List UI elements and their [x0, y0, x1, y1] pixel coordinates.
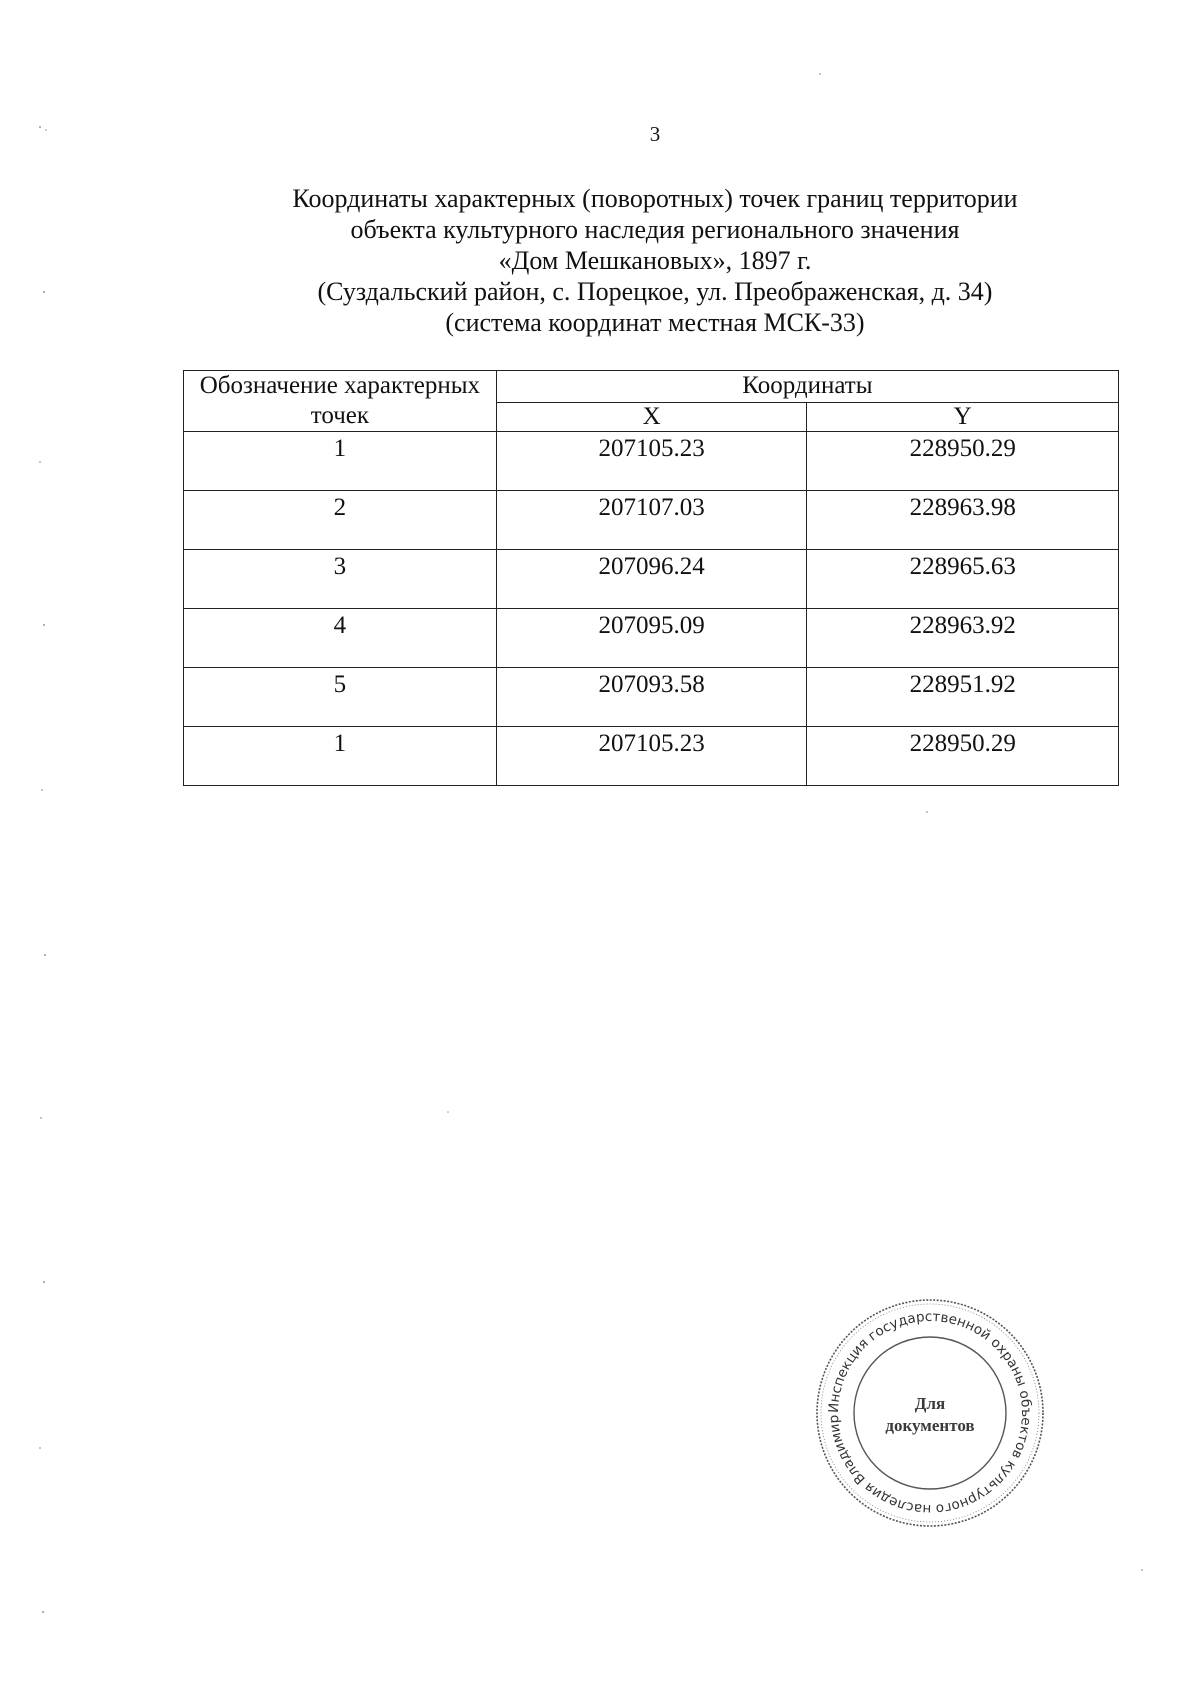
- heading-line-2: объекта культурного наследия регионального значения: [350, 215, 960, 244]
- cell-point: 3: [184, 550, 497, 609]
- cell-y: 228965.63: [807, 550, 1119, 609]
- header-points: Обозначение характерных точек: [184, 371, 497, 432]
- cell-x: 207107.03: [496, 491, 807, 550]
- header-x: X: [496, 402, 807, 431]
- stamp-ring-text: Инспекция государственной охраны объектов культурного наследия Владимир: [825, 1308, 1035, 1518]
- cell-x: 207095.09: [496, 609, 807, 668]
- header-y: Y: [807, 402, 1119, 431]
- heading-line-3: «Дом Мешкановых», 1897 г.: [498, 246, 812, 275]
- cell-point: 1: [184, 727, 497, 786]
- heading-line-1: Координаты характерных (поворотных) точек границ территории: [292, 184, 1018, 213]
- cell-y: 228950.29: [807, 432, 1119, 491]
- heading-line-5: (система координат местная МСК-33): [445, 308, 865, 337]
- cell-y: 228950.29: [807, 727, 1119, 786]
- cell-point: 4: [184, 609, 497, 668]
- cell-y: 228963.92: [807, 609, 1119, 668]
- cell-x: 207105.23: [496, 727, 807, 786]
- stamp-center-line-2: документов: [885, 1416, 975, 1435]
- header-coordinates: Координаты: [496, 371, 1118, 403]
- heading-line-4: (Суздальский район, с. Порецкое, ул. Преображенская, д. 34): [317, 277, 993, 306]
- cell-y: 228951.92: [807, 668, 1119, 727]
- cell-x: 207096.24: [496, 550, 807, 609]
- stamp-center-line-1: Для: [914, 1394, 946, 1413]
- cell-point: 5: [184, 668, 497, 727]
- cell-point: 2: [184, 491, 497, 550]
- cell-x: 207105.23: [496, 432, 807, 491]
- page-number: 3: [649, 122, 661, 146]
- cell-y: 228963.98: [807, 491, 1119, 550]
- cell-point: 1: [184, 432, 497, 491]
- cell-x: 207093.58: [496, 668, 807, 727]
